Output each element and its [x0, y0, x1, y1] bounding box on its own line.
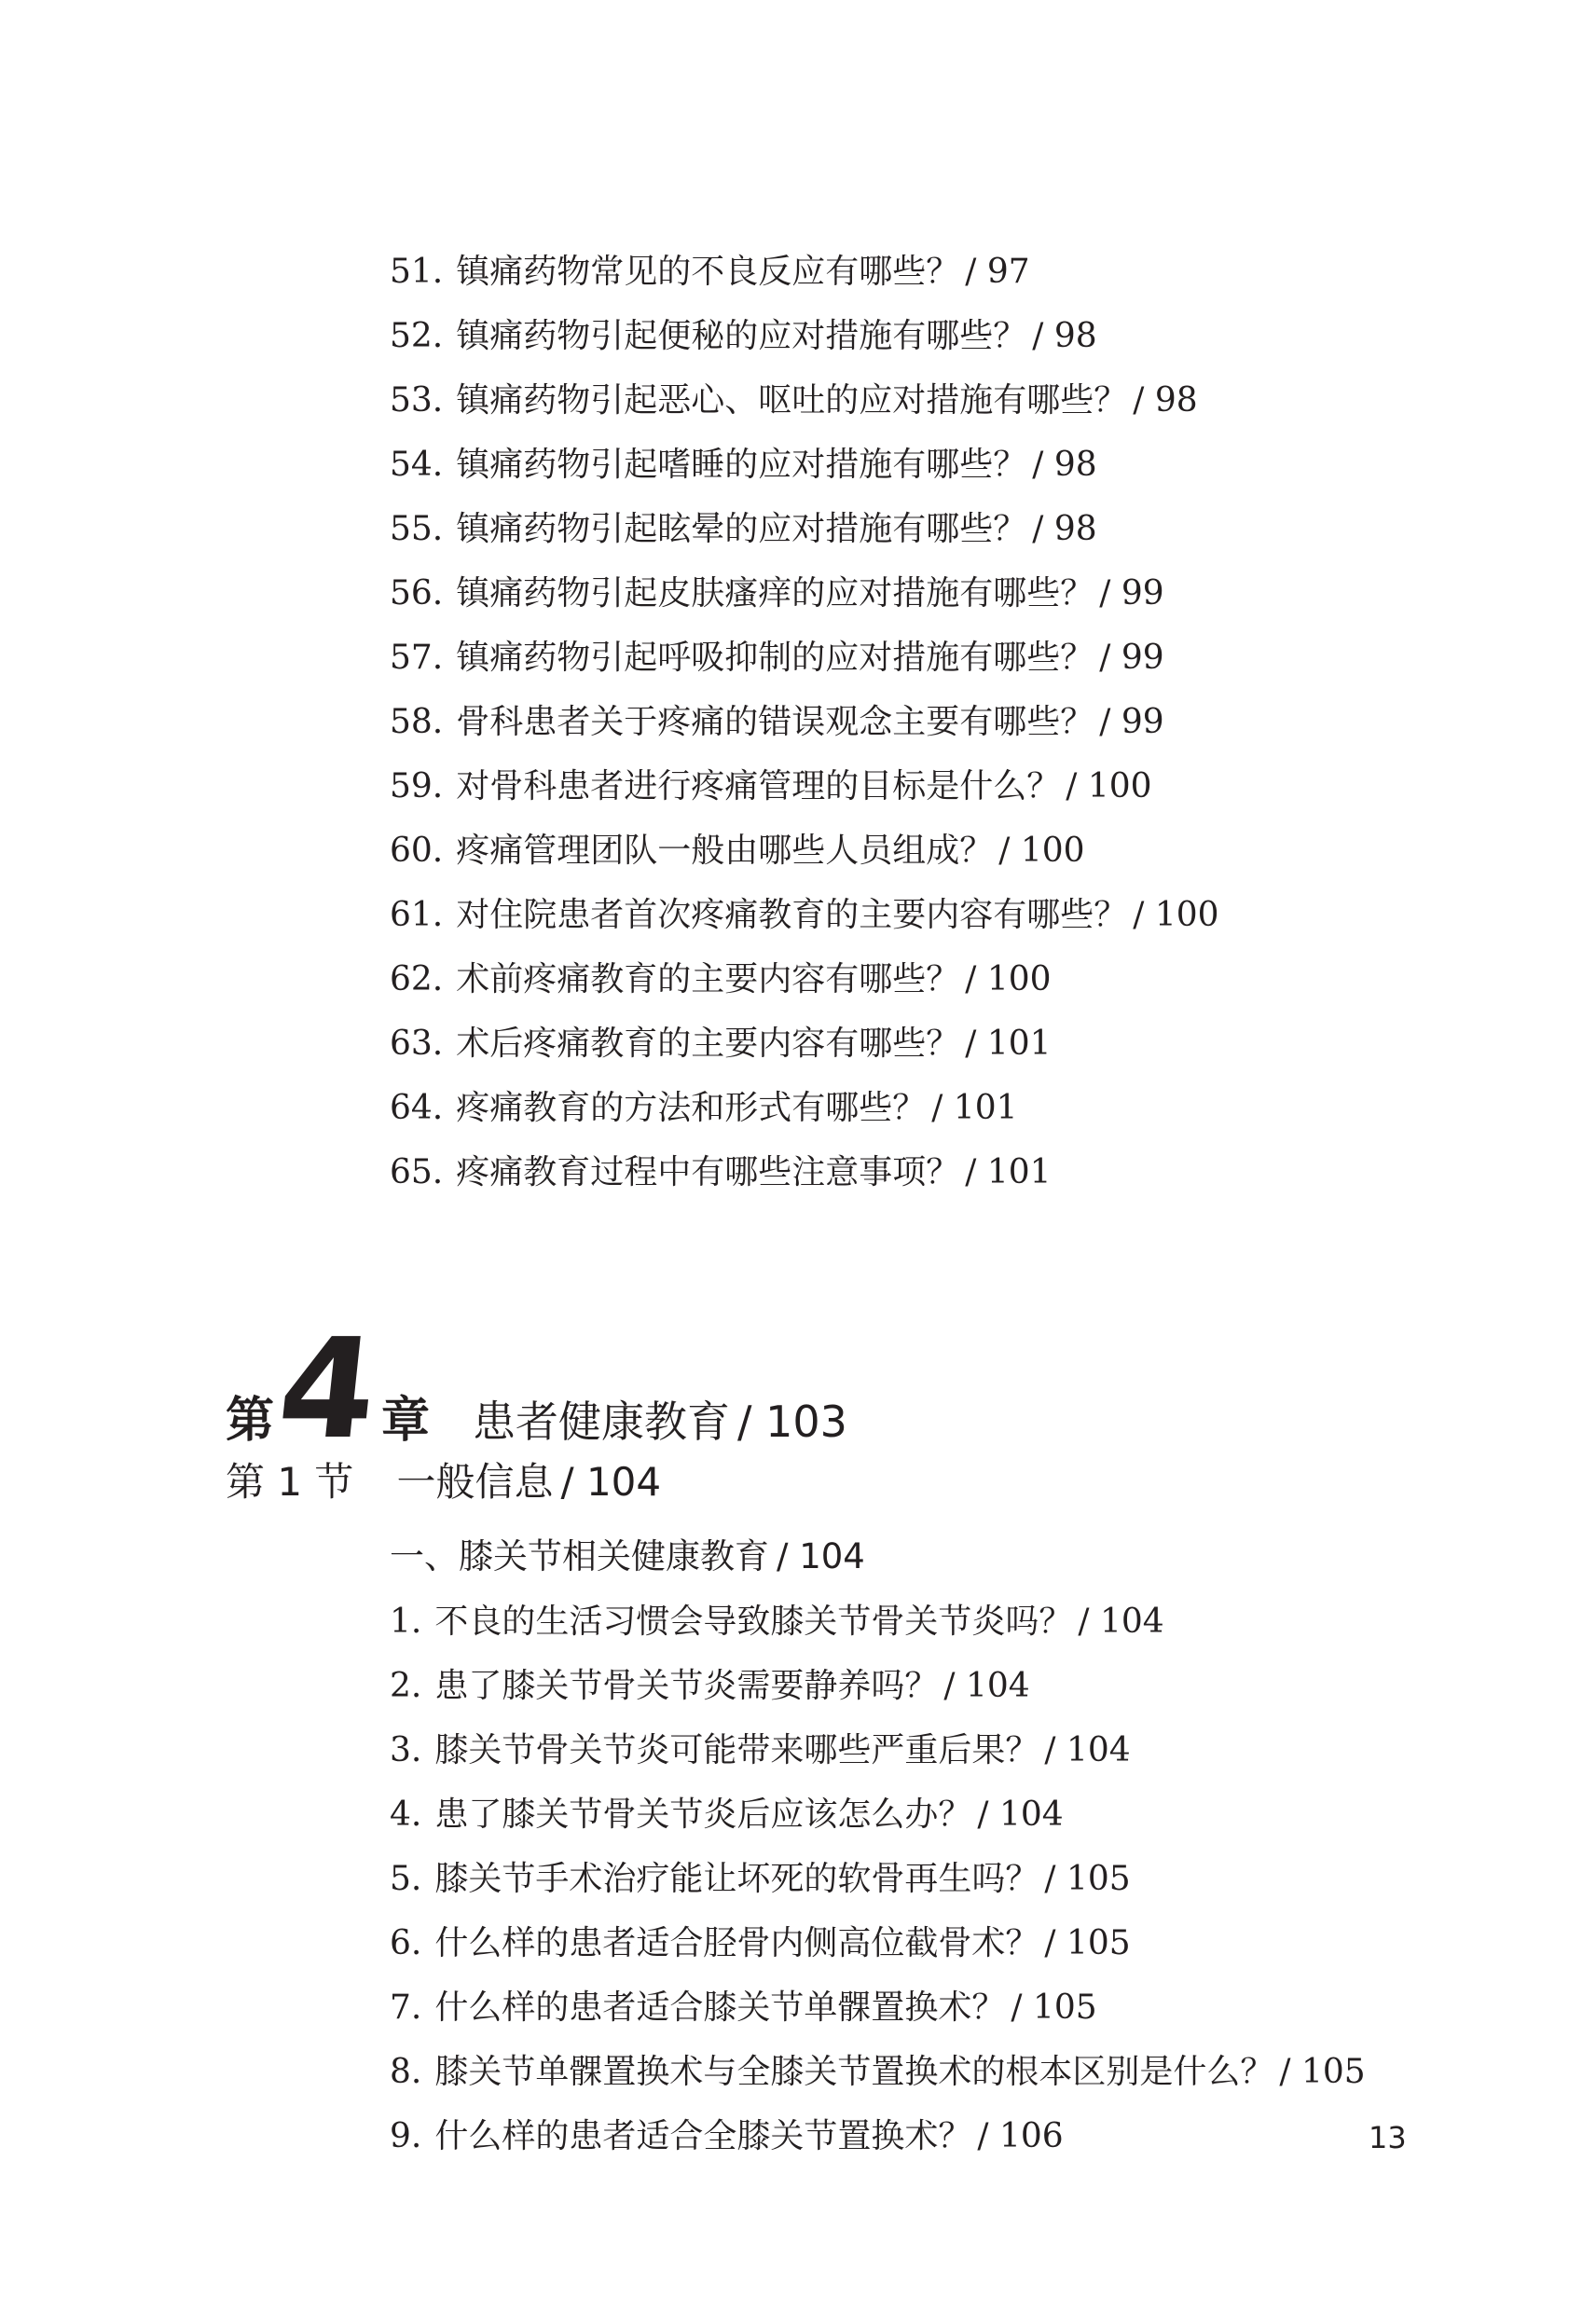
- toc-entry-page: / 101: [931, 1089, 1018, 1127]
- toc-entry[interactable]: [390, 952, 1219, 1016]
- toc-entry-title: 疼痛管理团队一般由哪些人员组成？: [456, 832, 994, 870]
- toc-entry-page: / 105: [1044, 1924, 1131, 1962]
- toc-entry[interactable]: [390, 1787, 1366, 1851]
- toc-entry-title: 术后疼痛教育的主要内容有哪些？: [456, 1025, 960, 1063]
- toc-entry-title: 对骨科患者进行疼痛管理的目标是什么？: [456, 767, 1061, 805]
- toc-entry-page: / 104: [1078, 1603, 1164, 1641]
- toc-entry-page: / 104: [943, 1667, 1030, 1705]
- toc-entry-page: / 101: [965, 1153, 1052, 1191]
- toc-entry[interactable]: [390, 888, 1219, 952]
- toc-entry-number: 58.: [390, 703, 444, 741]
- toc-entry-title: 术前疼痛教育的主要内容有哪些？: [456, 960, 960, 998]
- toc-entry[interactable]: [390, 1016, 1219, 1080]
- toc-entry-number: 8.: [390, 2053, 422, 2091]
- subsection-heading[interactable]: [390, 1529, 865, 1585]
- toc-entry-title: 膝关节单髁置换术与全膝关节置换术的根本区别是什么？: [434, 2053, 1274, 2091]
- chapter-prefix: 第: [226, 1393, 275, 1449]
- toc-entry-title: 不良的生活习惯会导致膝关节骨关节炎吗？: [434, 1603, 1073, 1641]
- toc-entry[interactable]: [390, 1658, 1366, 1723]
- toc-entry[interactable]: [390, 309, 1219, 373]
- toc-entry-page: / 97: [965, 253, 1030, 291]
- toc-entry-number: 7.: [390, 1989, 422, 2027]
- toc-entry-page: / 106: [977, 2117, 1064, 2155]
- section-heading[interactable]: [226, 1454, 661, 1510]
- section-page: / 104: [560, 1459, 662, 1505]
- toc-entry-number: 62.: [390, 960, 444, 998]
- toc-entry[interactable]: [390, 566, 1219, 630]
- toc-entry[interactable]: [390, 437, 1219, 502]
- toc-entry-number: 63.: [390, 1025, 444, 1063]
- subsection-title: 一、膝关节相关健康教育: [390, 1536, 769, 1576]
- toc-entry-number: 64.: [390, 1089, 444, 1127]
- toc-entry-number: 59.: [390, 767, 444, 805]
- page-number: 13: [1369, 2120, 1407, 2155]
- toc-entry-page: / 105: [1279, 2053, 1366, 2091]
- toc-entry[interactable]: [390, 630, 1219, 695]
- toc-entry[interactable]: [390, 1080, 1219, 1145]
- toc-entry-title: 镇痛药物引起皮肤瘙痒的应对措施有哪些？: [456, 574, 1094, 612]
- toc-entry-page: / 99: [1099, 703, 1164, 741]
- toc-entry[interactable]: [390, 2044, 1366, 2109]
- toc-entry-number: 61.: [390, 896, 444, 934]
- toc-entry-title: 膝关节骨关节炎可能带来哪些严重后果？: [434, 1731, 1039, 1769]
- toc-entry[interactable]: [390, 759, 1219, 823]
- toc-entry-number: 51.: [390, 253, 444, 291]
- chapter-number: 4: [270, 1309, 385, 1469]
- toc-entry[interactable]: [390, 2109, 1366, 2173]
- toc-entry-title: 疼痛教育的方法和形式有哪些？: [456, 1089, 927, 1127]
- section-title: 一般信息: [396, 1459, 554, 1505]
- toc-entry-number: 65.: [390, 1153, 444, 1191]
- toc-entry-number: 56.: [390, 574, 444, 612]
- section-label: 第 1 节: [226, 1459, 354, 1505]
- toc-entry-page: / 105: [1011, 1989, 1097, 2027]
- toc-entry-title: 疼痛教育过程中有哪些注意事项？: [456, 1153, 960, 1191]
- toc-entry[interactable]: [390, 1851, 1366, 1916]
- toc-entry-page: / 98: [1032, 446, 1097, 484]
- toc-entry-page: / 98: [1133, 381, 1198, 420]
- toc-entry-number: 60.: [390, 832, 444, 870]
- toc-entry[interactable]: [390, 244, 1219, 309]
- toc-entry-page: / 104: [1044, 1731, 1131, 1769]
- toc-entry-number: 4.: [390, 1796, 422, 1834]
- toc-entry-title: 什么样的患者适合膝关节单髁置换术？: [434, 1989, 1006, 2027]
- toc-entry-title: 骨科患者关于疼痛的错误观念主要有哪些？: [456, 703, 1094, 741]
- chapter-page: / 103: [737, 1397, 847, 1447]
- toc-entry[interactable]: [390, 1594, 1366, 1658]
- toc-entry-page: / 100: [1066, 767, 1152, 805]
- toc-entry[interactable]: [390, 823, 1219, 888]
- toc-entry-number: 57.: [390, 639, 444, 677]
- toc-entry-page: / 104: [977, 1796, 1064, 1834]
- toc-entry-number: 5.: [390, 1860, 422, 1898]
- toc-entry-page: / 101: [965, 1025, 1052, 1063]
- toc-entry-title: 患了膝关节骨关节炎需要静养吗？: [434, 1667, 939, 1705]
- toc-entry-title: 膝关节手术治疗能让坏死的软骨再生吗？: [434, 1860, 1039, 1898]
- toc-list-part1: [390, 244, 1219, 1209]
- toc-entry-number: 1.: [390, 1603, 422, 1641]
- toc-entry-number: 3.: [390, 1731, 422, 1769]
- toc-entry-page: / 99: [1099, 574, 1164, 612]
- toc-entry[interactable]: [390, 502, 1219, 566]
- toc-entry[interactable]: [390, 1916, 1366, 1980]
- toc-entry-page: / 98: [1032, 510, 1097, 548]
- toc-entry-title: 患了膝关节骨关节炎后应该怎么办？: [434, 1796, 972, 1834]
- toc-entry-page: / 100: [1133, 896, 1219, 934]
- toc-entry-number: 9.: [390, 2117, 422, 2155]
- toc-entry-page: / 98: [1032, 317, 1097, 355]
- chapter-suffix: 章: [381, 1393, 431, 1449]
- toc-entry-page: / 100: [998, 832, 1085, 870]
- toc-entry[interactable]: [390, 695, 1219, 759]
- toc-entry-title: 镇痛药物常见的不良反应有哪些？: [456, 253, 960, 291]
- toc-entry-number: 54.: [390, 446, 444, 484]
- toc-entry-title: 什么样的患者适合全膝关节置换术？: [434, 2117, 972, 2155]
- toc-entry[interactable]: [390, 1980, 1366, 2044]
- toc-entry-title: 什么样的患者适合胫骨内侧高位截骨术？: [434, 1924, 1039, 1962]
- chapter-heading[interactable]: [226, 1309, 847, 1469]
- toc-entry-number: 55.: [390, 510, 444, 548]
- toc-entry-title: 镇痛药物引起眩晕的应对措施有哪些？: [456, 510, 1027, 548]
- toc-entry-page: / 99: [1099, 639, 1164, 677]
- toc-entry-title: 镇痛药物引起便秘的应对措施有哪些？: [456, 317, 1027, 355]
- toc-entry-title: 对住院患者首次疼痛教育的主要内容有哪些？: [456, 896, 1128, 934]
- toc-entry-title: 镇痛药物引起嗜睡的应对措施有哪些？: [456, 446, 1027, 484]
- toc-entry-title: 镇痛药物引起呼吸抑制的应对措施有哪些？: [456, 639, 1094, 677]
- toc-entry-title: 镇痛药物引起恶心、呕吐的应对措施有哪些？: [456, 381, 1128, 420]
- subsection-page: / 104: [777, 1536, 865, 1576]
- toc-list-part2: [390, 1594, 1366, 2173]
- toc-entry-number: 2.: [390, 1667, 422, 1705]
- toc-entry-number: 53.: [390, 381, 444, 420]
- chapter-title: 患者健康教育: [473, 1397, 731, 1447]
- toc-entry[interactable]: [390, 1145, 1219, 1209]
- toc-entry[interactable]: [390, 1723, 1366, 1787]
- toc-entry-page: / 100: [965, 960, 1052, 998]
- toc-entry-page: / 105: [1044, 1860, 1131, 1898]
- toc-entry-number: 6.: [390, 1924, 422, 1962]
- toc-entry[interactable]: [390, 373, 1219, 437]
- toc-entry-number: 52.: [390, 317, 444, 355]
